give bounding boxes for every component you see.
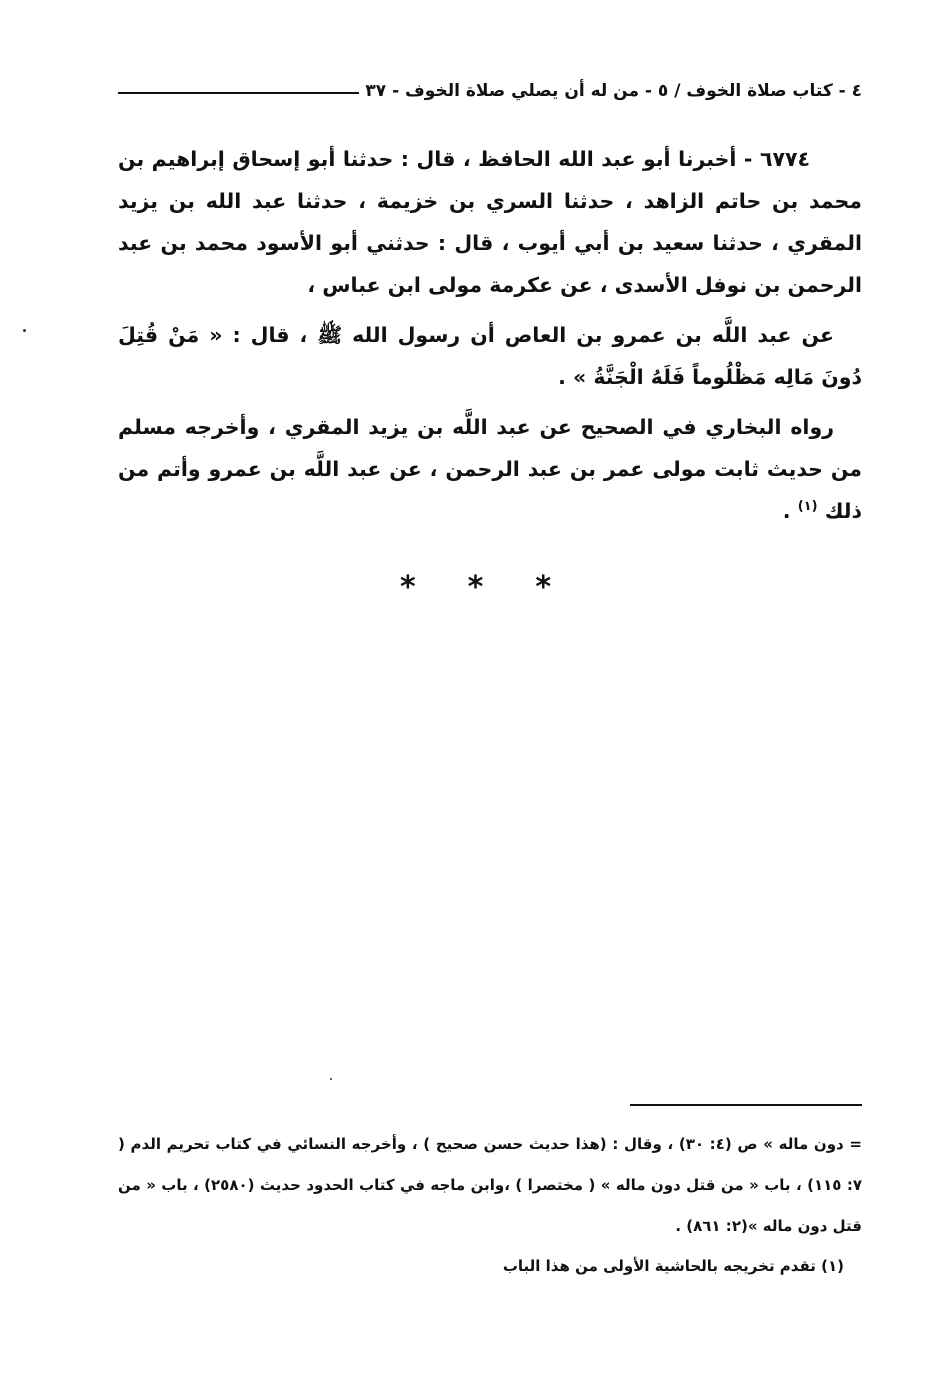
header-rule xyxy=(118,92,359,94)
isnad-text: - أخبرنا أبو عبد الله الحافظ ، قال : حدثنا أبو إسحاق إبراهيم بن محمد بن حاتم الزاهد ، حدثنا السري بن خزيمة ، حدثنا عبد الله بن يزيد المقري ، حدثنا سعيد بن أبي أيوب ، قال : حدثني أبو الأسود محمد بن عبد الرحمن بن نوفل الأسدى ، عن عكرمة مولى ابن عباس ، xyxy=(118,147,862,297)
running-title: ٤ - كتاب صلاة الخوف / ٥ - من له أن يصلي صلاة الخوف - ٣٧ xyxy=(365,81,862,101)
takhrij-paragraph xyxy=(118,406,862,532)
separator-star: * xyxy=(467,570,484,605)
scan-speck xyxy=(330,1078,332,1080)
separator-star: * xyxy=(399,570,416,605)
footnote-continuation: = دون ماله » ص (٤: ٣٠) ، وقال : (هذا حديث حسن صحيح ) ، وأخرجه النسائي في كتاب تحريم الدم ( ٧: ١١٥) ، باب « من قتل دون ماله » ( مختصرا ) ،وابن ماجه في كتاب الحدود حديث (٢٥٨٠) ، باب « من قتل دون ماله »(٢: ٨٦١) . xyxy=(118,1135,862,1235)
takhrij-text: رواه البخاري في الصحيح عن عبد اللَّه بن يزيد المقري ، وأخرجه مسلم من حديث ثابت مولى عمر بن عبد الرحمن ، عن عبد اللَّه بن عمرو وأتم من ذلك xyxy=(118,415,862,523)
matn-text: عن عبد اللَّه بن عمرو بن العاص أن رسول الله ﷺ ، قال : « مَنْ قُتِلَ دُونَ مَالِه مَظْلُوماً فَلَهُ الْجَنَّةُ » . xyxy=(118,323,862,389)
footnote-reference[interactable]: (١) xyxy=(797,499,818,515)
scan-speck xyxy=(23,329,26,332)
footnote-1: (١) تقدم تخريجه بالحاشية الأولى من هذا الباب xyxy=(502,1257,844,1275)
hadith-paragraph xyxy=(118,138,862,306)
separator-star: * xyxy=(535,570,552,605)
hadith-number: ٦٧٧٤ xyxy=(759,147,810,171)
footnotes xyxy=(118,1124,862,1285)
running-header xyxy=(118,76,862,106)
section-separator xyxy=(0,570,951,605)
main-text xyxy=(118,138,862,540)
footnote-rule xyxy=(630,1104,862,1106)
takhrij-end: . xyxy=(782,499,798,523)
matn-paragraph xyxy=(118,314,862,398)
